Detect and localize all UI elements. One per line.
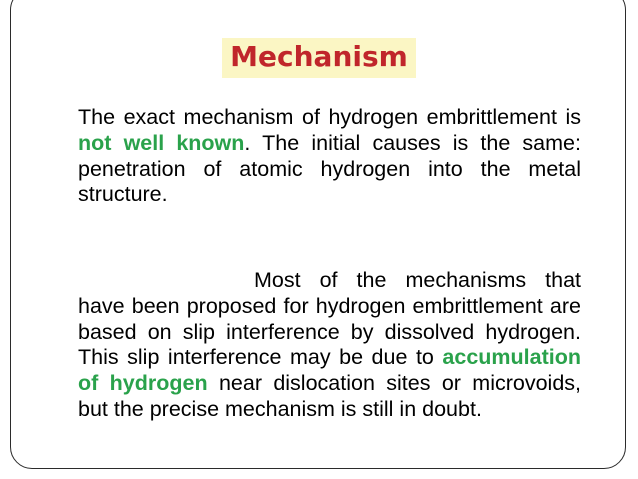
paragraph-1 (78, 105, 581, 208)
slide-title: Mechanism (222, 38, 416, 78)
paragraph-1-text-start: The exact mechanism of hydrogen embrittlement is (78, 105, 581, 129)
title-container (0, 38, 638, 78)
paragraph-2-text-start: Most of the mechanisms that have been proposed for hydrogen embrittlement are based on slip interference by dissolved hydrogen. This slip interference may be due to (78, 268, 581, 370)
paragraph-2-text-end: near dislocation sites or microvoids, but the precise mechanism is still in doubt. (78, 371, 581, 421)
paragraph-1-highlight: not well known (78, 130, 245, 155)
paragraph-2-highlight: accumulation of hydrogen (78, 345, 581, 396)
paragraph-1-text-end: . The initial causes is the same: penetration of atomic hydrogen into the metal structure. (78, 130, 581, 207)
paragraph-2 (78, 268, 581, 423)
